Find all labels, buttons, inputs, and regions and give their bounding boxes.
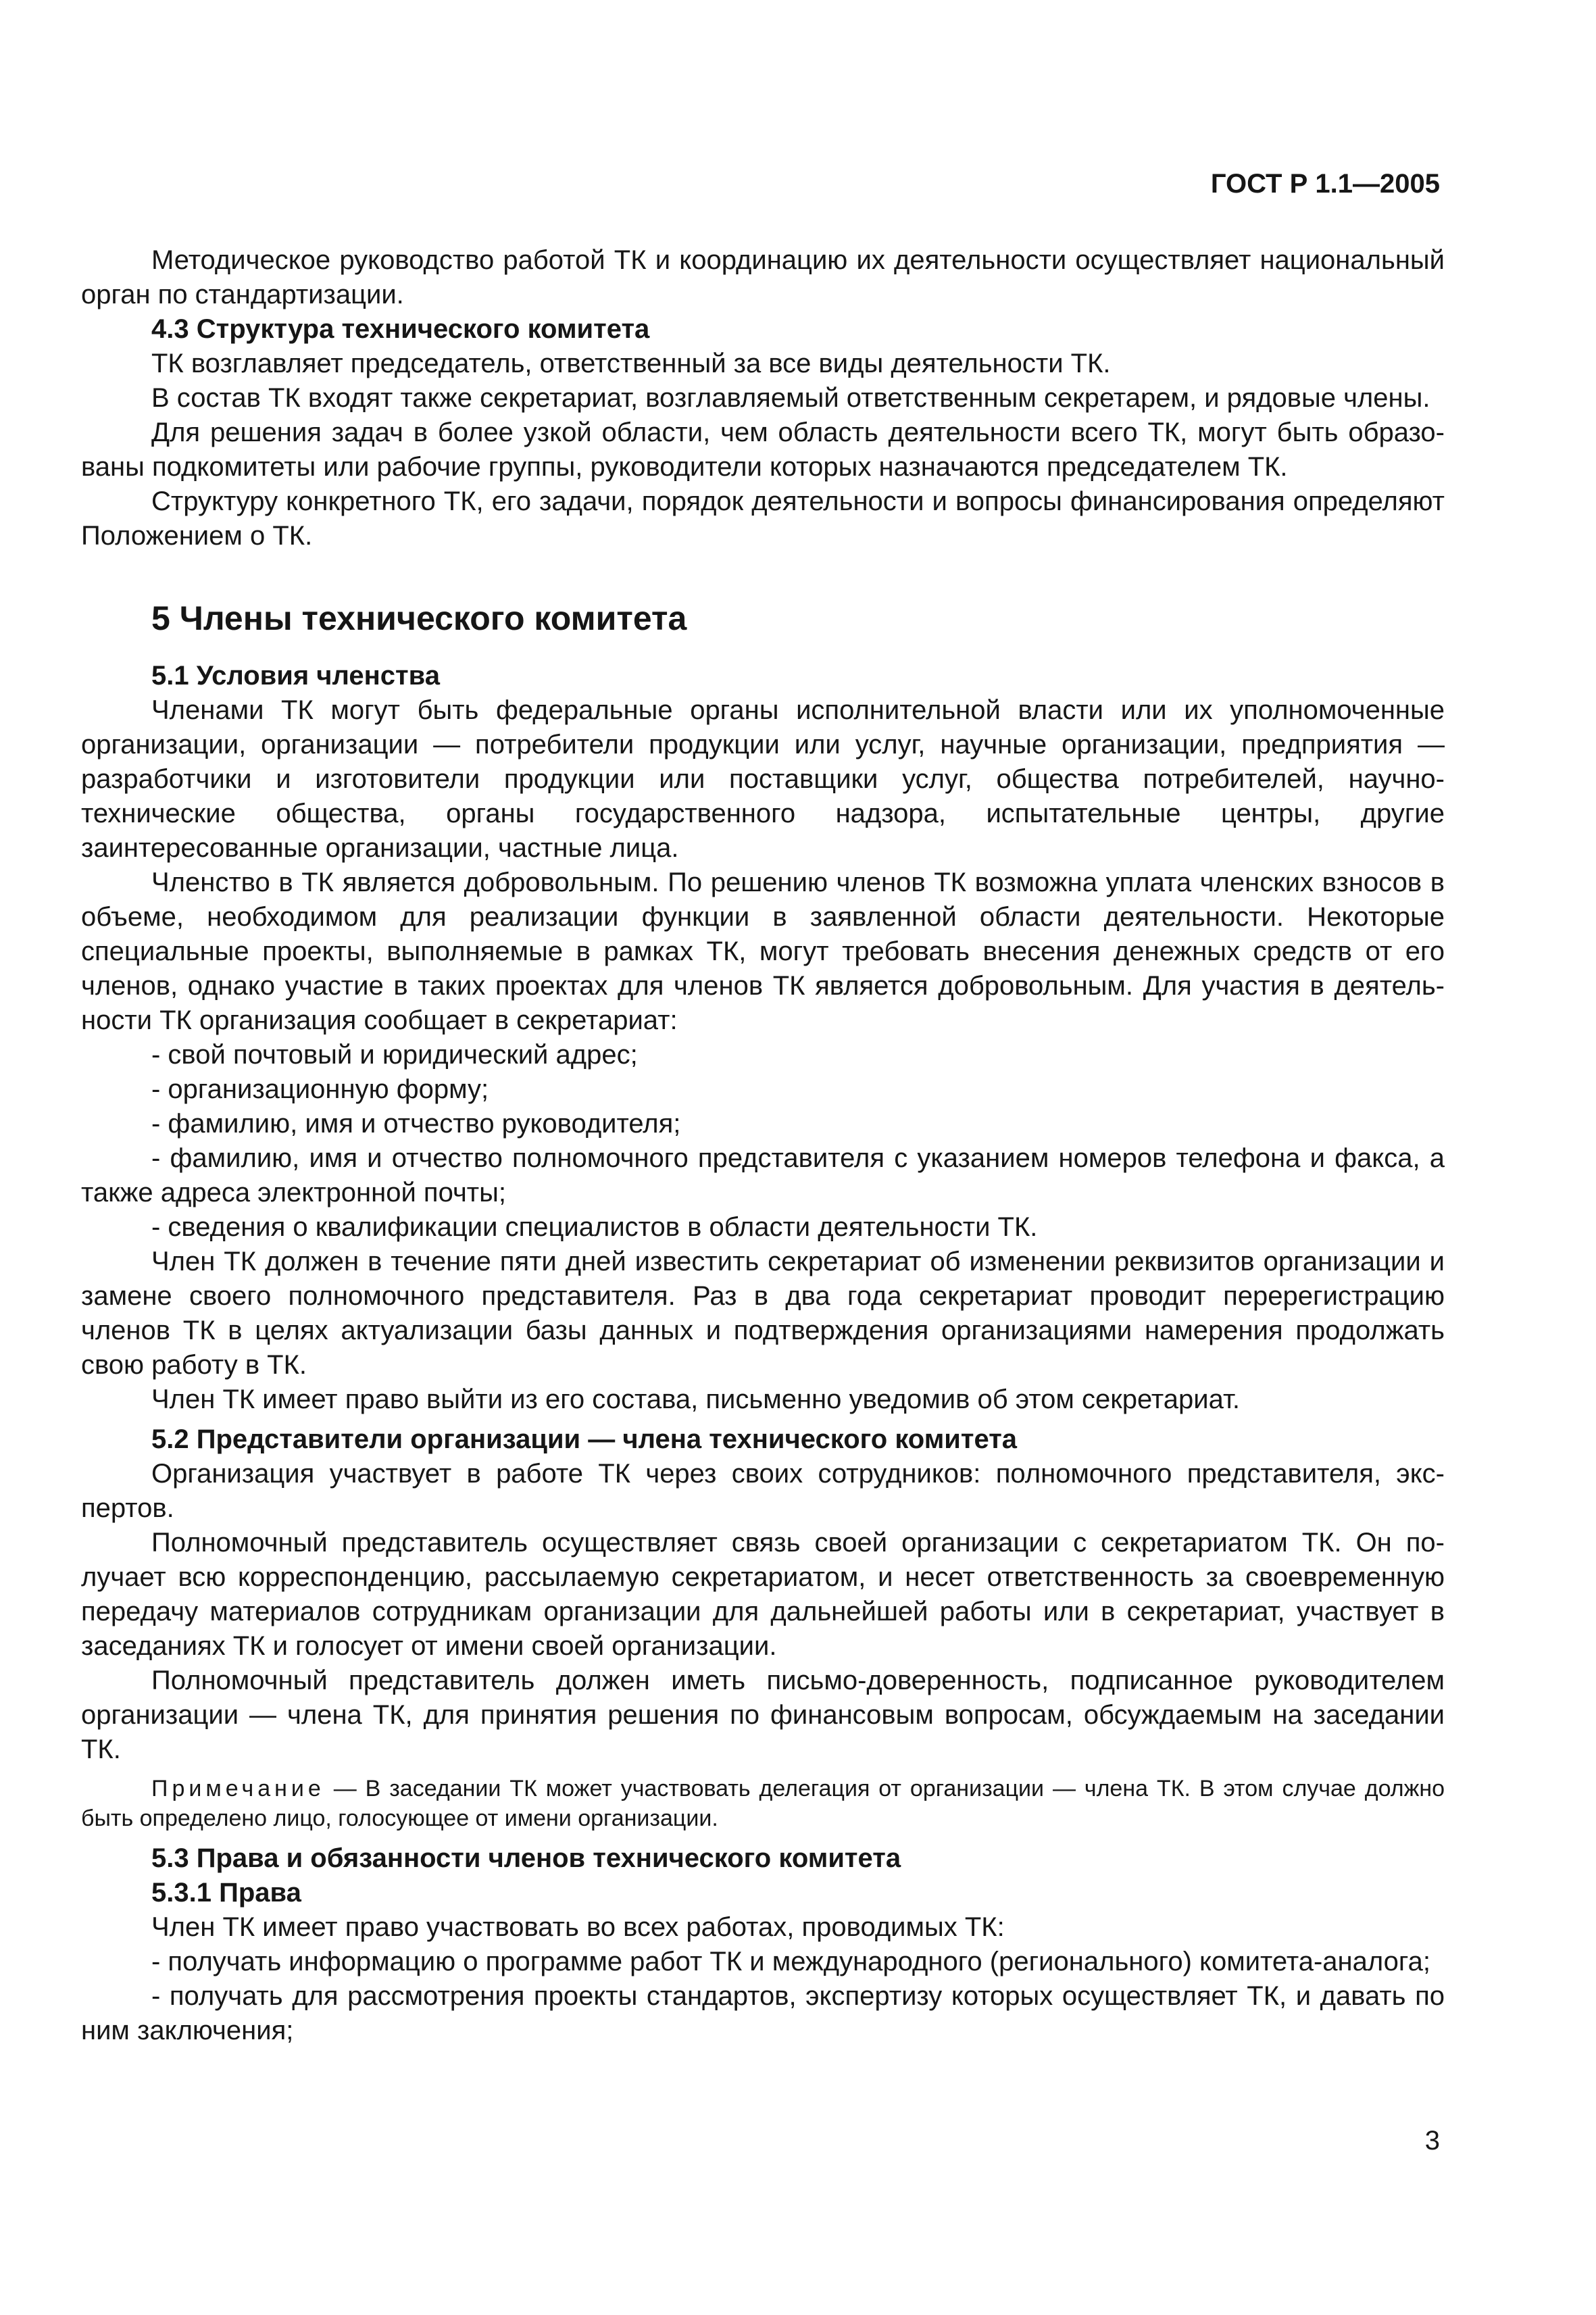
section-5-2-heading: 5.2 Представители организации — члена технического комитета (151, 1424, 1018, 1454)
section-4-3-paragraph-3: Для решения задач в более узкой области, чем область деятельности всего ТК, могут быть образованы подкомитеты или рабочие группы, руководители которых назначаются председателем ТК. (81, 418, 1445, 482)
list-item: - получать для рассмотрения проекты стандартов, экспертизу которых осуществляет ТК, и давать по ним заключения; (81, 1981, 1445, 2045)
section-5-1-paragraph-1: Членами ТК могут быть федеральные органы исполнительной власти или их уполномоченные организации, организации — потребители продукции или услуг, научные организации, предприятия — разработчики и изготовители продукции или поставщики услуг, общества потребителей, научно-технические общества, органы государственного надзора, испытательные центры, другие заинтересованные организации, частные лица. (81, 695, 1445, 863)
section-4-3-paragraph-2: В состав ТК входят также секретариат, возглавляемый ответственным секретарем, и рядовые члены. (151, 383, 1430, 413)
list-item: - фамилию, имя и отчество руководителя; (151, 1109, 681, 1139)
section-4-3-heading: 4.3 Структура технического комитета (151, 314, 650, 344)
list-item: - получать информацию о программе работ ТК и международного (регионального) комитета-аналога; (151, 1947, 1430, 1976)
section-5-3-1-paragraph-1: Член ТК имеет право участвовать во всех работах, проводимых ТК: (151, 1912, 1005, 1942)
document-body (81, 243, 1445, 2048)
document-code-header: ГОСТ Р 1.1—2005 (1210, 169, 1440, 199)
section-4-3-paragraph-1: ТК возглавляет председатель, ответственный за все виды деятельности ТК. (151, 349, 1111, 378)
section-5-heading: 5 Члены технического комитета (151, 599, 687, 637)
note-paragraph (81, 1774, 1445, 1833)
intro-paragraph: Методическое руководство работой ТК и координацию их деятельности осуществляет национальный орган по стандартизации. (81, 245, 1445, 309)
section-5-1-paragraph-4: Член ТК имеет право выйти из его состава, письменно уведомив об этом секретариат. (151, 1385, 1240, 1414)
section-5-3-1-heading: 5.3.1 Права (151, 1878, 301, 1908)
section-5-2-paragraph-3: Полномочный представитель должен иметь письмо-доверенность, подписанное руководителем организации — члена ТК, для принятия решения по финансовым вопросам, обсуждаемым на заседании ТК. (81, 1666, 1445, 1764)
section-5-2-paragraph-2: Полномочный представитель осуществляет связь своей организации с секретариатом ТК. Он получает всю корреспонденцию, рассылаемую секретариатом, и несет ответственность за своевременную передачу материалов сотрудникам организации для дальнейшей работы или в секретариат, участвует в заседаниях ТК и голосует от имени своей организации. (81, 1528, 1445, 1661)
list-item: - организационную форму; (151, 1074, 489, 1104)
page-number: 3 (1424, 2126, 1440, 2156)
list-item: - фамилию, имя и отчество полномочного представителя с указанием номеров телефона и факса, а также адреса электронной почты; (81, 1143, 1445, 1208)
note-text: — В заседании ТК может участвовать делегация от организации — члена ТК. В этом случае должно быть определено лицо, голосующее от имени организации. (81, 1776, 1445, 1831)
section-5-3-heading: 5.3 Права и обязанности членов технического комитета (151, 1843, 901, 1873)
list-item: - свой почтовый и юридический адрес; (151, 1040, 638, 1070)
section-5-1-paragraph-2: Членство в ТК является добровольным. По решению членов ТК возможна уплата членских взносов в объеме, необходимом для реализации функции в заявленной области деятельности. Некоторые специальные проекты, выполняемые в рамках ТК, могут требовать внесения денежных средств от его членов, однако участие в таких проектах для членов ТК является добровольным. Для участия в деятельности ТК организация сообщает в секретариат: (81, 868, 1445, 1035)
section-5-1-paragraph-3: Член ТК должен в течение пяти дней известить секретариат об изменении реквизитов организации и замене своего полномочного представителя. Раз в два года секретариат проводит перерегистрацию членов ТК в целях актуализации базы данных и подтверждения организациями намерения продолжать свою работу в ТК. (81, 1247, 1445, 1380)
list-item: - сведения о квалификации специалистов в области деятельности ТК. (151, 1212, 1038, 1242)
note-label: Примечание (151, 1776, 325, 1801)
section-5-2-paragraph-1: Организация участвует в работе ТК через своих сотрудников: полномочного представителя, экспертов. (81, 1459, 1445, 1523)
section-5-1-heading: 5.1 Условия членства (151, 661, 440, 691)
section-4-3-paragraph-4: Структуру конкретного ТК, его задачи, порядок деятельности и вопросы финансирования определяют Положением о ТК. (81, 487, 1445, 551)
